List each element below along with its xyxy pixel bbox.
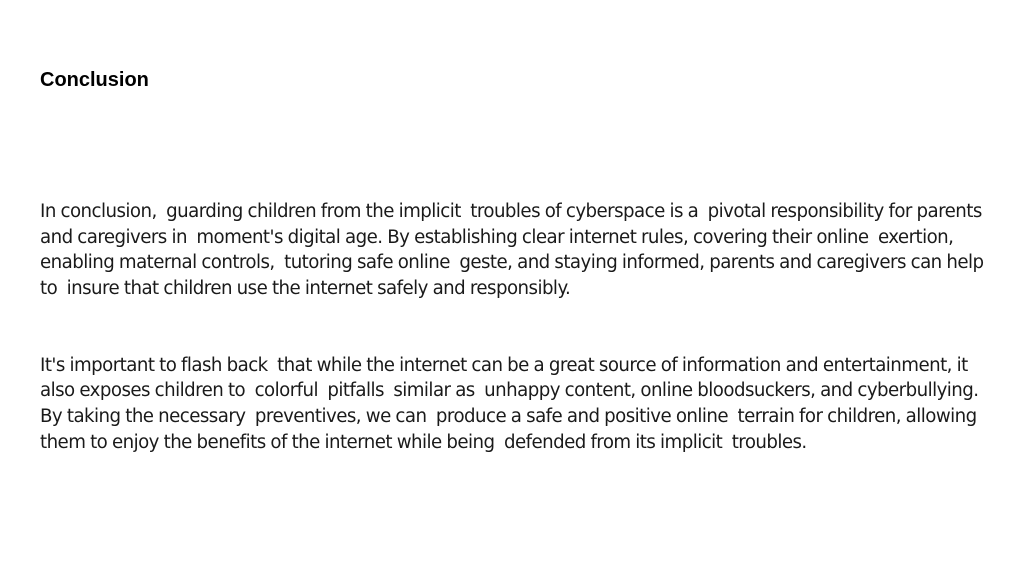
body-paragraph: It's important to flash back that while the internet can be a great source of information and entertainment, it also exposes children to colorful pitfalls similar as unhappy content, online bloodsuckers, and cyberbullying. By taking the necessary preventives, we can produce a safe and positive online terrain for children, allowing them to enjoy the benefits of the internet while being defended from its implicit troubles. (40, 354, 984, 453)
slide-title: Conclusion (40, 69, 149, 91)
body-paragraph: In conclusion, guarding children from the implicit troubles of cyberspace is a pivotal responsibility for parents and caregivers in moment's digital age. By establishing clear internet rules, covering their online exertion, enabling maternal controls, tutoring safe online geste, and staying informed, parents and caregivers can help to insure that children use the internet safely and responsibly. (40, 201, 989, 299)
slide-body (40, 148, 990, 506)
